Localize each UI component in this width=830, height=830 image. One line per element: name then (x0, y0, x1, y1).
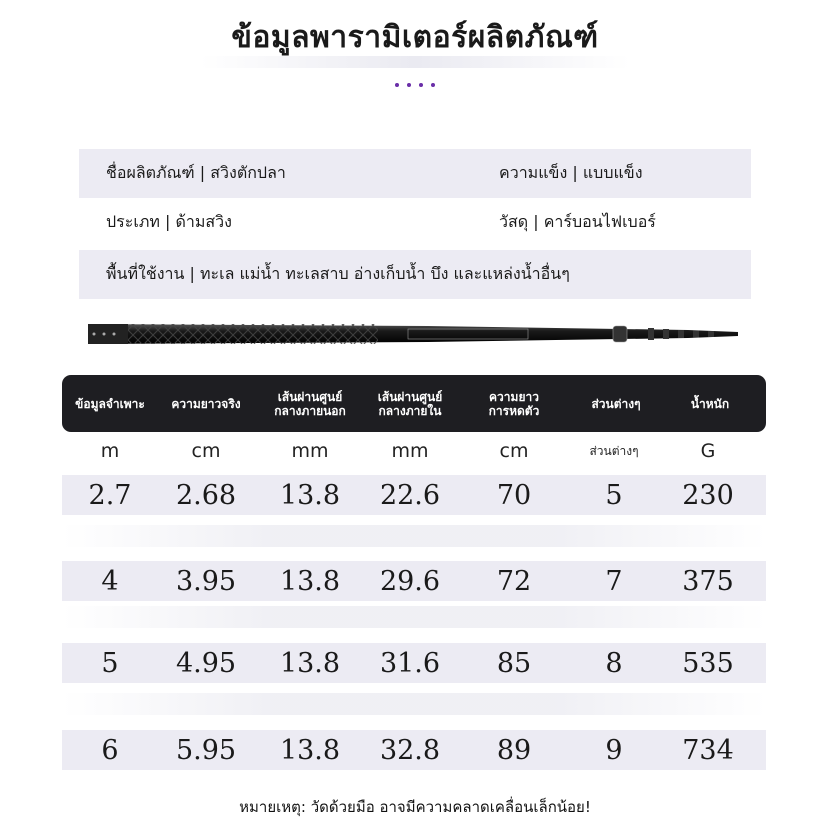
dot (431, 83, 435, 87)
row-reflection (62, 525, 766, 547)
table-cell: 13.8 (279, 647, 341, 679)
unit-cell: mm (291, 440, 329, 462)
table-row (62, 475, 766, 515)
header-weight: น้ำหนัก (690, 396, 730, 411)
table-cell: 13.8 (279, 734, 341, 766)
unit-cell: cm (499, 440, 529, 462)
row-reflection (62, 606, 766, 628)
unit-row (62, 436, 766, 466)
table-cell: 13.8 (279, 479, 341, 511)
page-title: ข้อมูลพารามิเตอร์ผลิตภัณฑ์ (231, 20, 599, 55)
table-cell: 4 (101, 565, 119, 597)
unit-cell: ส่วนต่างๆ (589, 443, 639, 458)
header-actual-length: ความยาวจริง (171, 396, 241, 411)
measurement-note: หมายเหตุ: วัดด้วยมือ อาจมีความคลาดเคลื่อนเล็กน้อย! (239, 798, 591, 816)
header-outer-diameter: เส้นผ่านศูนย์ กลางภายนอก (274, 389, 346, 418)
table-cell: 22.6 (379, 479, 441, 511)
dot (419, 83, 423, 87)
table-cell: 5.95 (175, 734, 237, 766)
table-cell: 535 (682, 647, 734, 679)
header-inner-diameter: เส้นผ่านศูนย์ กลางภายใน (377, 389, 443, 418)
table-cell: 230 (682, 479, 734, 511)
table-cell: 4.95 (175, 647, 237, 679)
info-row-type (79, 198, 751, 247)
product-name: ชื่อผลิตภัณฑ์ | สวิงตักปลา (106, 163, 286, 182)
table-cell: 2.68 (175, 479, 237, 511)
product-type: ประเภท | ด้ามสวิง (106, 212, 232, 231)
table-cell: 8 (605, 647, 623, 679)
header-spec: ข้อมูลจำเพาะ (75, 396, 145, 411)
spec-table-header (62, 375, 766, 432)
table-row (62, 643, 766, 683)
table-row (62, 561, 766, 601)
table-cell: 3.95 (175, 565, 237, 597)
table-cell: 375 (682, 565, 734, 597)
table-cell: 32.8 (379, 734, 441, 766)
header-retracted-length: ความยาว การหดตัว (488, 389, 540, 418)
product-usage: พื้นที่ใช้งาน | ทะเล แม่น้ำ ทะเลสาบ อ่างเก็บน้ำ บึง และแหล่งน้ำอื่นๆ (106, 264, 570, 283)
table-row (62, 730, 766, 770)
table-cell: 5 (605, 479, 623, 511)
info-row-usage (79, 250, 751, 299)
row-reflection (62, 693, 766, 715)
table-cell: 2.7 (88, 479, 132, 511)
table-cell: 29.6 (379, 565, 441, 597)
table-cell: 9 (605, 734, 623, 766)
decorative-dots (0, 83, 830, 87)
table-cell: 734 (682, 734, 734, 766)
telescopic-rod-image (88, 320, 738, 348)
table-cell: 5 (101, 647, 119, 679)
product-material: วัสดุ | คาร์บอนไฟเบอร์ (499, 212, 656, 231)
table-cell: 72 (496, 565, 532, 597)
table-cell: 89 (496, 734, 532, 766)
title-reflection (200, 56, 630, 68)
table-cell: 31.6 (379, 647, 441, 679)
info-row-name (79, 149, 751, 198)
unit-cell: mm (391, 440, 429, 462)
table-cell: 6 (101, 734, 119, 766)
table-cell: 70 (496, 479, 532, 511)
table-cell: 7 (605, 565, 623, 597)
dot (395, 83, 399, 87)
dot (407, 83, 411, 87)
unit-cell: m (100, 440, 120, 462)
product-hardness: ความแข็ง | แบบแข็ง (499, 163, 643, 182)
unit-cell: G (700, 440, 716, 462)
unit-cell: cm (191, 440, 221, 462)
header-sections: ส่วนต่างๆ (591, 396, 641, 411)
table-cell: 13.8 (279, 565, 341, 597)
table-cell: 85 (496, 647, 532, 679)
